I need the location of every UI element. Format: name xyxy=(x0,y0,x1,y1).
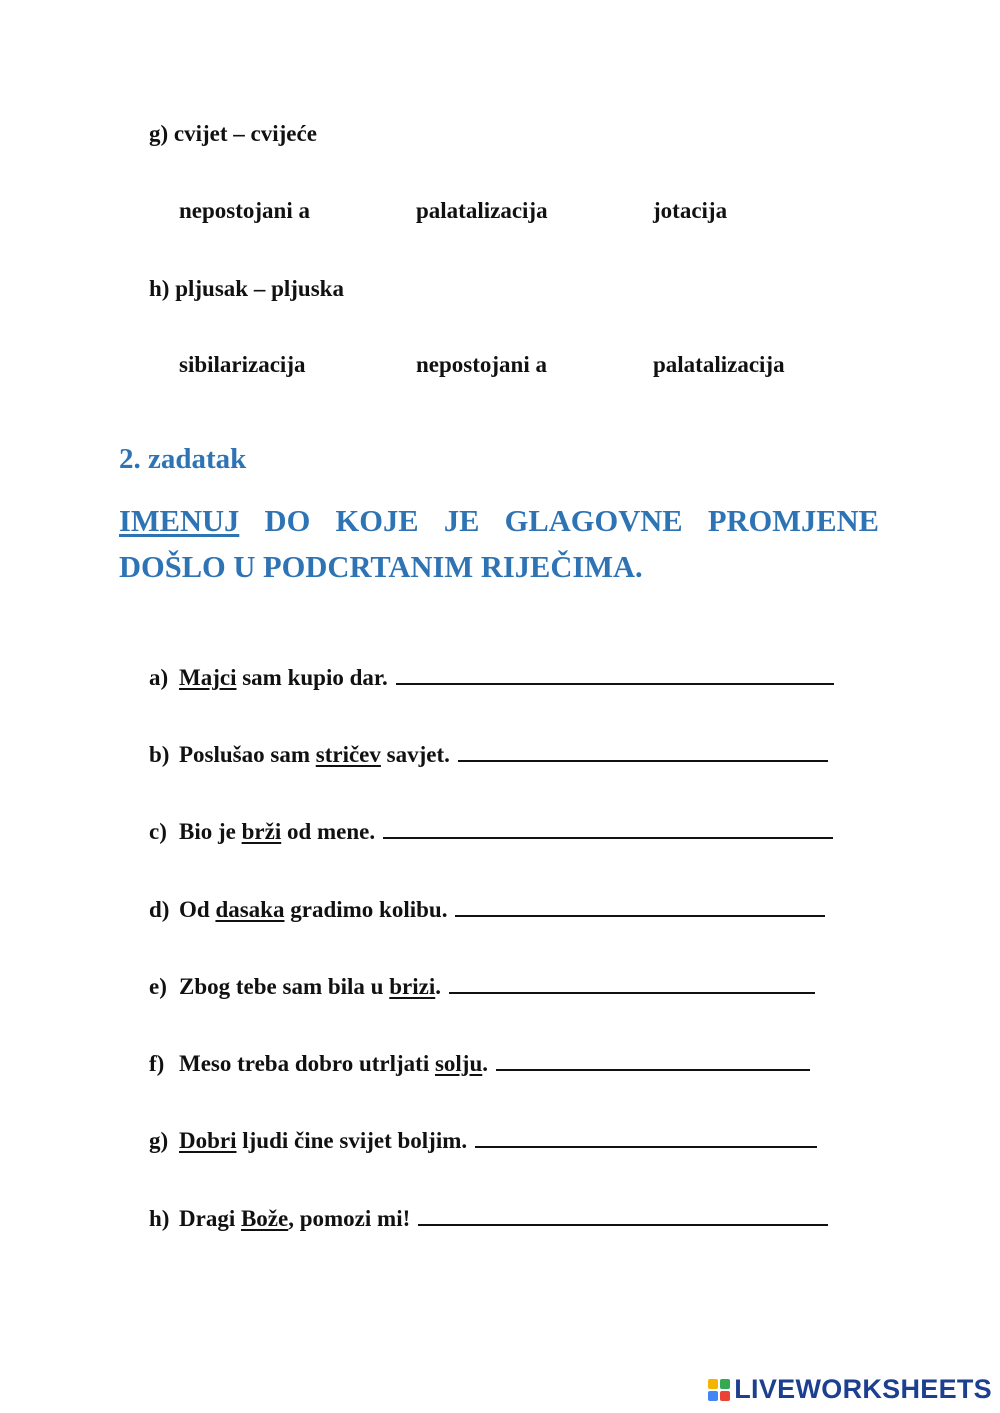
sentence-label: e) xyxy=(149,974,167,999)
answer-field[interactable] xyxy=(496,1047,810,1071)
underlined-word: Majci xyxy=(179,665,237,690)
underlined-word: brži xyxy=(241,819,282,844)
item-h-choice-3[interactable]: palatalizacija xyxy=(653,352,785,377)
sentence-text-after: . xyxy=(482,1051,489,1076)
sentence-label: c) xyxy=(149,819,167,844)
sentence-label: a) xyxy=(149,665,169,690)
sentence-text-before: Od xyxy=(179,897,216,922)
sentence-g xyxy=(149,1124,817,1154)
answer-field[interactable] xyxy=(458,738,828,762)
underlined-word: dasaka xyxy=(215,897,285,922)
answer-field[interactable] xyxy=(455,893,825,917)
answer-field[interactable] xyxy=(383,815,833,839)
task-2-instruction xyxy=(119,498,879,590)
instruction-text: DO KOJE JE GLAGOVNE PROMJENE DOŠLO U PODCRTANIM RIJEČIMA. xyxy=(119,504,879,584)
logo-tiles-icon xyxy=(708,1379,730,1401)
answer-field[interactable] xyxy=(418,1202,828,1226)
item-g-label: g) cvijet – cvijeće xyxy=(149,121,317,146)
liveworksheets-logo xyxy=(708,1374,992,1405)
item-g-choice-1[interactable]: nepostojani a xyxy=(179,198,310,223)
answer-field[interactable] xyxy=(475,1124,817,1148)
underlined-word: brizi xyxy=(389,974,436,999)
sentence-d xyxy=(149,893,825,923)
sentence-b xyxy=(149,738,828,768)
sentence-label: h) xyxy=(149,1206,170,1231)
sentence-label: f) xyxy=(149,1051,165,1076)
item-h-label: h) pljusak – pljuska xyxy=(149,276,344,301)
sentence-c xyxy=(149,815,833,845)
logo-tile xyxy=(708,1391,718,1401)
sentence-text-after: savjet. xyxy=(380,742,450,767)
instruction-keyword: IMENUJ xyxy=(119,504,240,538)
sentence-text-after: , pomozi mi! xyxy=(288,1206,411,1231)
task-2-title: 2. zadatak xyxy=(119,443,247,475)
item-g-choice-3[interactable]: jotacija xyxy=(653,198,728,223)
logo-tile xyxy=(720,1391,730,1401)
item-h-choice-1[interactable]: sibilarizacija xyxy=(179,352,306,377)
logo-text: LIVEWORKSHEETS xyxy=(734,1374,992,1404)
underlined-word: stričev xyxy=(315,742,381,767)
logo-tile xyxy=(708,1379,718,1389)
sentence-e xyxy=(149,970,815,1000)
sentence-label: b) xyxy=(149,742,170,767)
answer-field[interactable] xyxy=(449,970,815,994)
sentence-text-before: Meso treba dobro utrljati xyxy=(179,1051,435,1076)
sentence-h xyxy=(149,1202,828,1232)
sentence-text-after: . xyxy=(435,974,441,999)
sentence-text-after: gradimo kolibu. xyxy=(284,897,448,922)
underlined-word: Bože xyxy=(240,1206,289,1231)
underlined-word: Dobri xyxy=(179,1128,237,1153)
sentence-text-before: Dragi xyxy=(179,1206,241,1231)
sentence-label: g) xyxy=(149,1128,169,1153)
item-h-choice-2[interactable]: nepostojani a xyxy=(416,352,547,377)
sentence-label: d) xyxy=(149,897,170,922)
sentence-a xyxy=(149,661,834,691)
underlined-word: solju xyxy=(434,1051,483,1076)
sentence-text-after: od mene. xyxy=(281,819,376,844)
item-g-choice-2[interactable]: palatalizacija xyxy=(416,198,548,223)
sentence-text-before: Poslušao sam xyxy=(179,742,316,767)
sentence-text-after: sam kupio dar. xyxy=(236,665,388,690)
sentence-f xyxy=(149,1047,810,1077)
logo-tile xyxy=(720,1379,730,1389)
sentence-text-after: ljudi čine svijet boljim. xyxy=(236,1128,468,1153)
sentence-text-before: Zbog tebe sam bila u xyxy=(179,974,390,999)
sentence-text-before: Bio je xyxy=(179,819,242,844)
answer-field[interactable] xyxy=(396,661,834,685)
